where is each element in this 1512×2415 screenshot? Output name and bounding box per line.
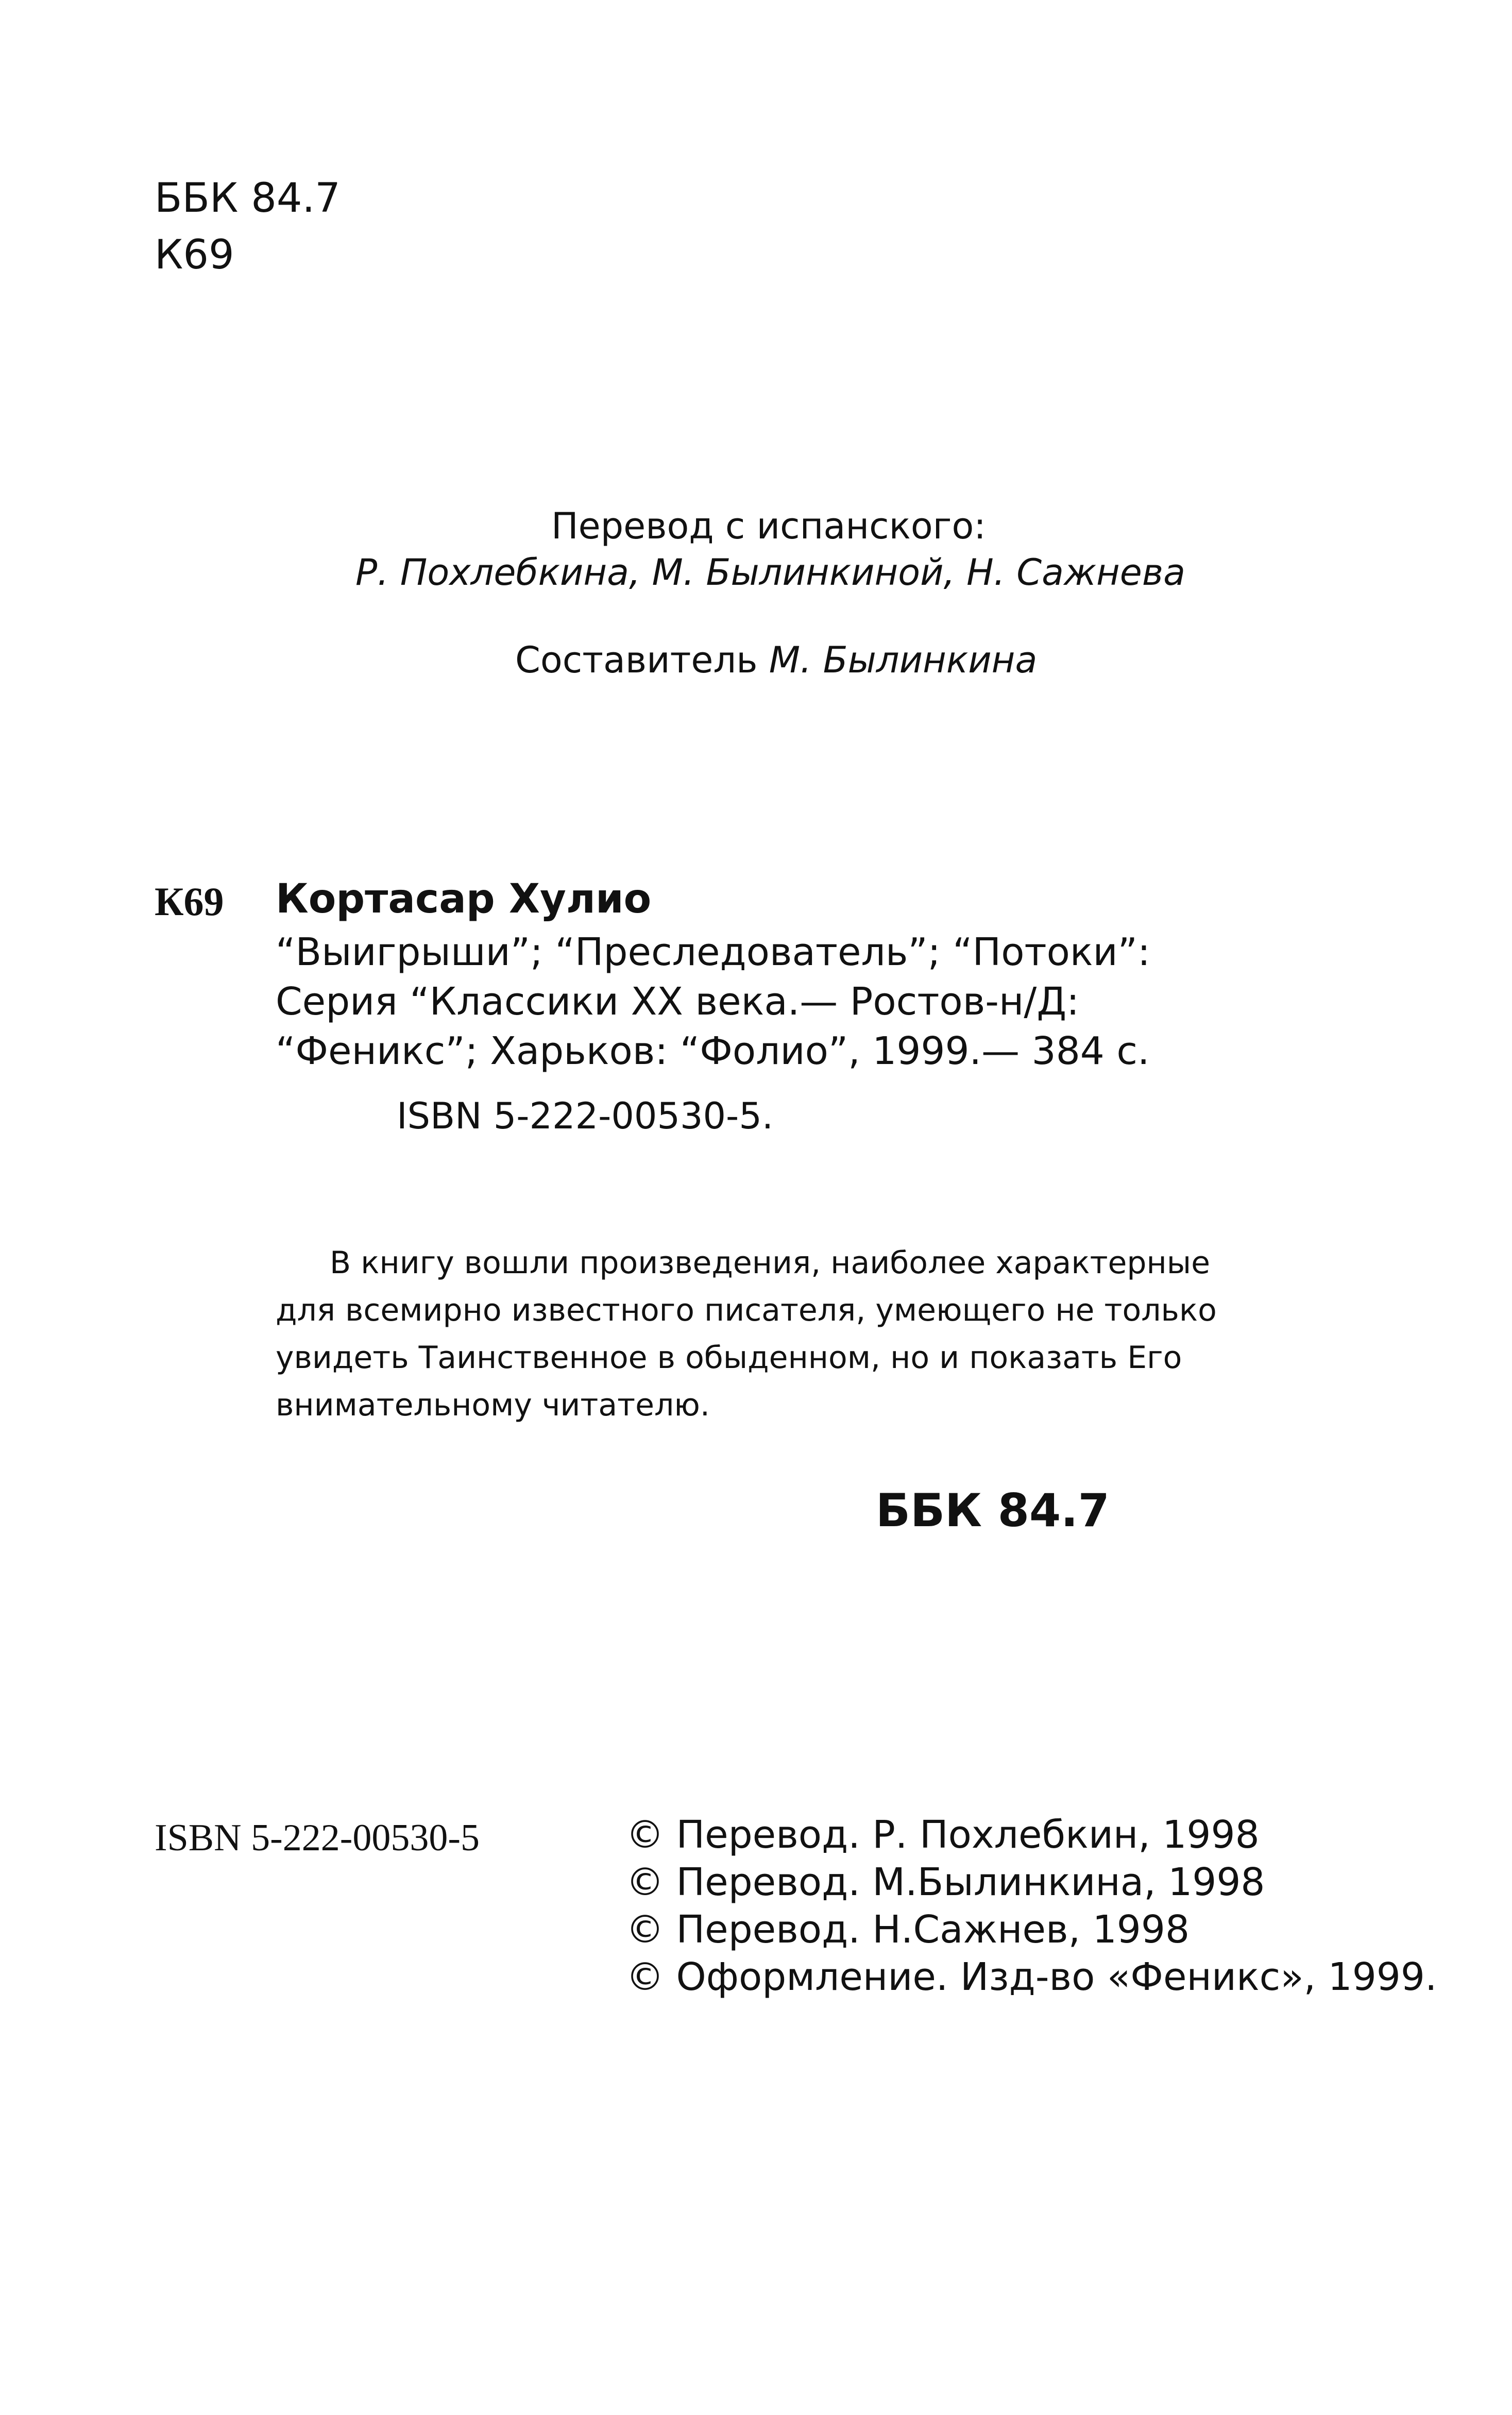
- card-line: “Феникс”; Харьков: “Фолио”, 1999.— 384 с.: [276, 1029, 1150, 1073]
- copyright-line: © Оформление. Изд-во «Феникс», 1999.: [626, 1955, 1437, 1999]
- card-line: “Выигрыши”; “Преследователь”; “Потоки”:: [276, 930, 1150, 974]
- copyright-list: [626, 1811, 1437, 2001]
- annotation-line: увидеть Таинственное в обыденном, но и показать Его: [276, 1340, 1182, 1376]
- author-sign-top: К69: [155, 232, 234, 278]
- card-line: Серия “Классики XX века.— Ростов-н/Д:: [276, 979, 1080, 1024]
- annotation-line: для всемирно известного писателя, умеющего не только: [276, 1292, 1217, 1328]
- bbk-code-top: ББК 84.7: [155, 175, 341, 222]
- translators: Р. Похлебкина, М. Былинкиной, Н. Сажнева: [355, 551, 1186, 594]
- copyright-line: © Перевод. Н.Сажнев, 1998: [626, 1907, 1190, 1952]
- compiler-name: М. Былинкина: [769, 639, 1038, 681]
- card-author: Кортасар Хулио: [276, 876, 652, 922]
- top-classification: [155, 170, 341, 283]
- compiler-label: Составитель: [515, 639, 758, 681]
- isbn-bottom: ISBN 5-222-00530-5: [155, 1817, 480, 1859]
- copyright-line: © Перевод. М.Былинкина, 1998: [626, 1860, 1265, 1904]
- card-description: [276, 927, 1150, 1076]
- bbk-code-bottom: ББК 84.7: [876, 1484, 1110, 1537]
- annotation-line: внимательному читателю.: [276, 1387, 710, 1423]
- compiler-line: [515, 639, 1037, 681]
- annotation-line: В книгу вошли произведения, наиболее характерные: [330, 1245, 1211, 1281]
- translation-label: Перевод с испанского:: [551, 505, 986, 547]
- copyright-line: © Перевод. Р. Похлебкин, 1998: [626, 1813, 1260, 1857]
- card-isbn: ISBN 5-222-00530-5.: [397, 1095, 774, 1137]
- card-author-sign: К69: [155, 879, 224, 924]
- annotation: [276, 1239, 1217, 1429]
